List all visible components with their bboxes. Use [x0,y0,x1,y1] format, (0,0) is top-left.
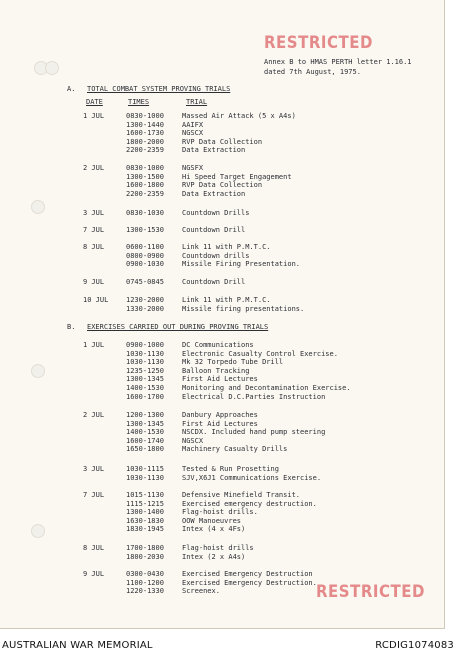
entry-event: Link 11 with P.M.T.C. [182,296,271,304]
entry-time: 1300-1500 [126,172,164,181]
entry-event: Countdown Drill [182,278,246,286]
column-header-date: DATE [86,98,103,106]
annex-reference [264,58,412,77]
footer-archive-name: AUSTRALIAN WAR MEMORIAL [2,640,153,651]
entry-event: Hi Speed Target Engagement [182,172,292,181]
entry-event: AAIFX [182,120,204,129]
entry-event: Data Extraction [182,189,246,198]
entry-time: 0830-1000 [126,164,164,172]
entry-time: 1800-2030 [126,552,164,561]
entry-event: NGSCX [182,129,204,138]
entry-time: 1300-1530 [126,226,164,234]
entry-time: 0300-0430 [126,570,164,578]
entry-event: Exercised emergency destruction. [182,499,317,508]
entry-event: Intex (2 x A4s) [182,552,246,561]
entry-time: 1800-2000 [126,137,164,146]
entry-time: 1100-1200 [126,578,164,587]
entry-time: 1030-1130 [126,473,164,482]
day-date: 8 JUL [83,544,105,552]
entry-event: Defensive Minefield Transit. [182,491,301,499]
day-date: 9 JUL [83,278,105,286]
entry-event: Screenex. [182,587,220,596]
entry-event: Monitoring and Decontamination Exercise. [182,384,351,392]
entry-time: 0900-1030 [126,260,164,269]
entry-event: First Aid Lectures [182,375,258,384]
entry-event: Electrical D.C.Parties Instruction [182,392,326,401]
entry-time: 0830-1030 [126,209,164,217]
entry-event: RVP Data Collection [182,181,263,190]
punch-hole [31,200,45,214]
section-a-heading [67,85,230,93]
entry-time: 1630-1830 [126,516,164,525]
entry-event: First Aid Lectures [182,419,258,428]
annex-line: Annex B to HMAS PERTH letter 1.16.1 [264,58,412,66]
entry-event: Exercised Emergency Destruction [182,570,313,578]
entry-event: RVP Data Collection [182,137,263,146]
entry-time: 2200-2359 [126,189,164,198]
entry-event: Massed Air Attack (5 x A4s) [182,112,296,120]
section-b-heading [67,323,268,331]
entry-event: NGSFX [182,164,204,172]
entry-time: 1200-1300 [126,411,164,419]
entry-time: 0600-1100 [126,243,164,251]
entry-time: 1700-1800 [126,544,164,552]
entry-time: 1600-1730 [126,129,164,138]
annex-line: dated 7th August, 1975. [264,67,361,76]
column-header-trial: TRIAL [186,98,208,106]
entry-event: Tested & Run Prosetting [182,465,279,473]
section-letter: A. [67,85,76,93]
entry-time: 1600-1740 [126,436,164,445]
entry-time: 2200-2359 [126,146,164,155]
entry-event: SJV,X6J1 Communications Exercise. [182,473,322,482]
entry-event: Countdown Drill [182,226,246,234]
entry-event: Mk 32 Torpedo Tube Drill [182,358,284,367]
entry-time: 0745-0845 [126,278,164,286]
entry-time: 1030-1130 [126,358,164,367]
entry-time: 1030-1115 [126,465,164,473]
entry-time: 1400-1530 [126,428,164,437]
entry-time: 1115-1215 [126,499,164,508]
entry-event: Data Extraction [182,146,246,155]
column-header-times: TIMES [128,98,150,106]
entry-time: 1235-1250 [126,366,164,375]
entry-time: 1030-1130 [126,349,164,358]
entry-time: 1300-1400 [126,508,164,517]
entry-time: 1230-2000 [126,296,164,304]
day-date: 10 JUL [83,296,109,304]
restricted-stamp-bottom: RESTRICTED [316,580,425,602]
entry-time: 1830-1945 [126,525,164,534]
section-letter: B. [67,323,76,331]
entry-event: Electronic Casualty Control Exercise. [182,349,338,358]
entry-time: 1300-1345 [126,419,164,428]
section-title: TOTAL COMBAT SYSTEM PROVING TRIALS [87,85,231,93]
entry-event: Exercised Emergency Destruction. [182,578,317,587]
day-date: 8 JUL [83,243,105,251]
day-date: 9 JUL [83,570,105,578]
entry-event: Machinery Casualty Drills [182,445,288,454]
punch-hole [31,364,45,378]
day-date: 3 JUL [83,465,105,473]
entry-event: Balloon Tracking [182,366,250,375]
entry-time: 1600-1800 [126,181,164,190]
entry-time: 1400-1530 [126,384,164,392]
entry-time: 0800-0900 [126,251,164,260]
punch-hole [45,61,59,75]
day-date: 1 JUL [83,112,105,120]
day-date: 1 JUL [83,341,105,349]
restricted-stamp-top: RESTRICTED [264,31,373,53]
entry-event: Countdown Drills [182,209,250,217]
entry-event: Missile Firing Presentation. [182,260,301,269]
entry-event: Link 11 with P.M.T.C. [182,243,271,251]
entry-time: 1600-1700 [126,392,164,401]
entry-event: Flag-hoist drills. [182,508,258,517]
entry-event: DC Communications [182,341,254,349]
day-date: 2 JUL [83,164,105,172]
punch-hole [31,524,45,538]
entry-time: 1300-1440 [126,120,164,129]
entry-time: 1330-2000 [126,304,164,313]
entry-time: 0900-1000 [126,341,164,349]
day-date: 7 JUL [83,491,105,499]
day-date: 3 JUL [83,209,105,217]
entry-event: Missile firing presentations. [182,304,305,313]
entry-event: NSCDX. Included hand pump steering [182,428,326,437]
entry-time: 1220-1330 [126,587,164,596]
entry-time: 1650-1800 [126,445,164,454]
entry-event: Flag-hoist drills [182,544,254,552]
entry-event: Danbury Approaches [182,411,258,419]
entry-time: 0830-1000 [126,112,164,120]
entry-event: Intex (4 x 4Fs) [182,525,246,534]
entry-time: 1015-1130 [126,491,164,499]
entry-event: NGSCX [182,436,204,445]
entry-event: Countdown drills [182,251,250,260]
entry-time: 1300-1345 [126,375,164,384]
day-date: 2 JUL [83,411,105,419]
entry-event: OOW Manoeuvres [182,516,242,525]
footer-record-id: RCDIG1074083 [375,640,454,651]
section-title: EXERCISES CARRIED OUT DURING PROVING TRIALS [87,323,269,331]
day-date: 7 JUL [83,226,105,234]
